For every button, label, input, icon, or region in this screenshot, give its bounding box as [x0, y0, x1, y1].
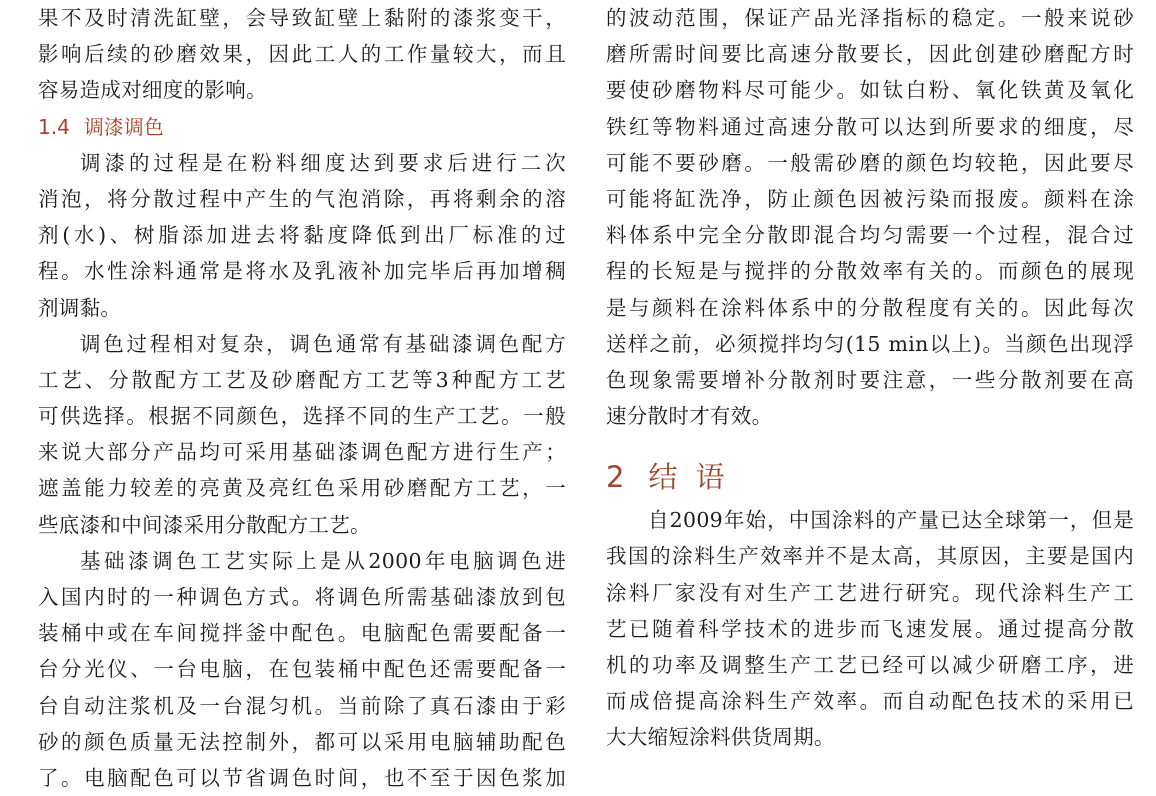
text-line: 涂料厂家没有对生产工艺进行研究。现代涂料生产工: [606, 580, 1134, 605]
paragraph-continued-right: [606, 0, 1134, 434]
text-line: 来说大部分产品均可采用基础漆调色配方进行生产；: [38, 440, 566, 465]
text-line: 要使砂磨物料尽可能少。如钛白粉、氧化铁黄及氧化: [606, 78, 1134, 103]
paragraph-tiaose: [38, 326, 566, 543]
text-line: 磨所需时间要比高速分散要长，因此创建砂磨配方时: [606, 42, 1134, 67]
section-title: 结语: [648, 460, 743, 495]
text-line: 艺已随着科学技术的进步而飞速发展。通过提高分散: [606, 616, 1134, 641]
text-line: 程的长短是与搅拌的分散效率有关的。而颜色的展现: [606, 259, 1134, 284]
text-line: 可供选择。根据不同颜色，选择不同的生产工艺。一般: [38, 404, 566, 429]
text-line: 了。电脑配色可以节省调色时间，也不至于因色浆加: [38, 765, 566, 790]
text-line: 可能不要砂磨。一般需砂磨的颜色均较艳，因此要尽: [606, 150, 1134, 175]
text-line: 是与颜料在涂料体系中的分散程度有关的。因此每次: [606, 295, 1134, 320]
text-line: 果不及时清洗缸壁，会导致缸壁上黏附的漆浆变干，: [38, 6, 566, 30]
text-line: 色现象需要增补分散剂时要注意，一些分散剂要在高: [606, 367, 1134, 392]
text-line: 送样之前，必须搅拌均匀(15 min以上)。当颜色出现浮: [606, 331, 1134, 356]
text-line: 的波动范围，保证产品光泽指标的稳定。一般来说砂: [606, 6, 1134, 30]
text-line: 机的功率及调整生产工艺已经可以减少研磨工序，进: [606, 653, 1134, 677]
text-line: 装桶中或在车间搅拌釜中配色。电脑配色需要配备一: [38, 621, 566, 646]
text-line: 可能将缸洗净，防止颜色因被污染而报废。颜料在涂: [606, 186, 1134, 211]
text-line: 台分光仪、一台电脑，在包装桶中配色还需要配备一: [38, 657, 566, 682]
text-line: 大大缩短涂料供货周期。: [606, 725, 835, 750]
text-line: 影响后续的砂磨效果，因此工人的工作量较大，而且: [38, 42, 566, 67]
text-line: 我国的涂料生产效率并不是太高，其原因，主要是国内: [606, 544, 1134, 569]
section-heading-1-4: [38, 109, 566, 145]
text-line: 消泡，将分散过程中产生的气泡消除，再将剩余的溶: [38, 186, 566, 211]
text-line: 砂的颜色质量无法控制外，都可以采用电脑辅助配色: [38, 729, 566, 754]
text-line: 调漆的过程是在粉料细度达到要求后进行二次: [80, 150, 566, 175]
text-line: 调色过程相对复杂，调色通常有基础漆调色配方: [80, 331, 566, 356]
right-column: [606, 0, 1134, 773]
left-column: [38, 0, 566, 790]
text-line: 铁红等物料通过高速分散可以达到所要求的细度，尽: [606, 114, 1134, 139]
text-line: 而成倍提高涂料生产效率。而自动配色技术的采用已: [606, 689, 1134, 714]
text-line: 些底漆和中间漆采用分散配方工艺。: [38, 512, 371, 537]
text-line: 料体系中完全分散即混合均匀需要一个过程，混合过: [606, 223, 1134, 248]
section-title: 调漆调色: [83, 114, 164, 139]
text-line: 剂调黏。: [38, 295, 122, 320]
text-line: 程。水性涂料通常是将水及乳液补加完毕后再加增稠: [38, 259, 566, 284]
section-heading-2: [606, 450, 1134, 502]
text-line: 入国内时的一种调色方式。将调色所需基础漆放到包: [38, 585, 566, 609]
text-line: 容易造成对细度的影响。: [38, 78, 267, 103]
text-line: 遮盖能力较差的亮黄及亮红色采用砂磨配方工艺，一: [38, 476, 566, 501]
text-line: 工艺、分散配方工艺及砂磨配方工艺等3种配方工艺: [38, 367, 566, 392]
text-line: 剂(水)、树脂添加进去将黏度降低到出厂标准的过: [38, 223, 566, 248]
paragraph-tiaoqi: [38, 145, 566, 326]
text-line: 基础漆调色工艺实际上是从2000年电脑调色进: [80, 548, 566, 573]
section-number: 2: [606, 460, 627, 495]
paragraph-jichu: [38, 543, 566, 796]
text-line: 自2009年始，中国涂料的产量已达全球第一，但是: [648, 508, 1134, 533]
text-line: 台自动注浆机及一台混匀机。当前除了真石漆由于彩: [38, 693, 566, 718]
section-number: 1.4: [38, 114, 70, 139]
paragraph-jieyu: [606, 502, 1134, 755]
text-line: 速分散时才有效。: [606, 404, 773, 429]
paragraph-continued-left: [38, 0, 566, 109]
